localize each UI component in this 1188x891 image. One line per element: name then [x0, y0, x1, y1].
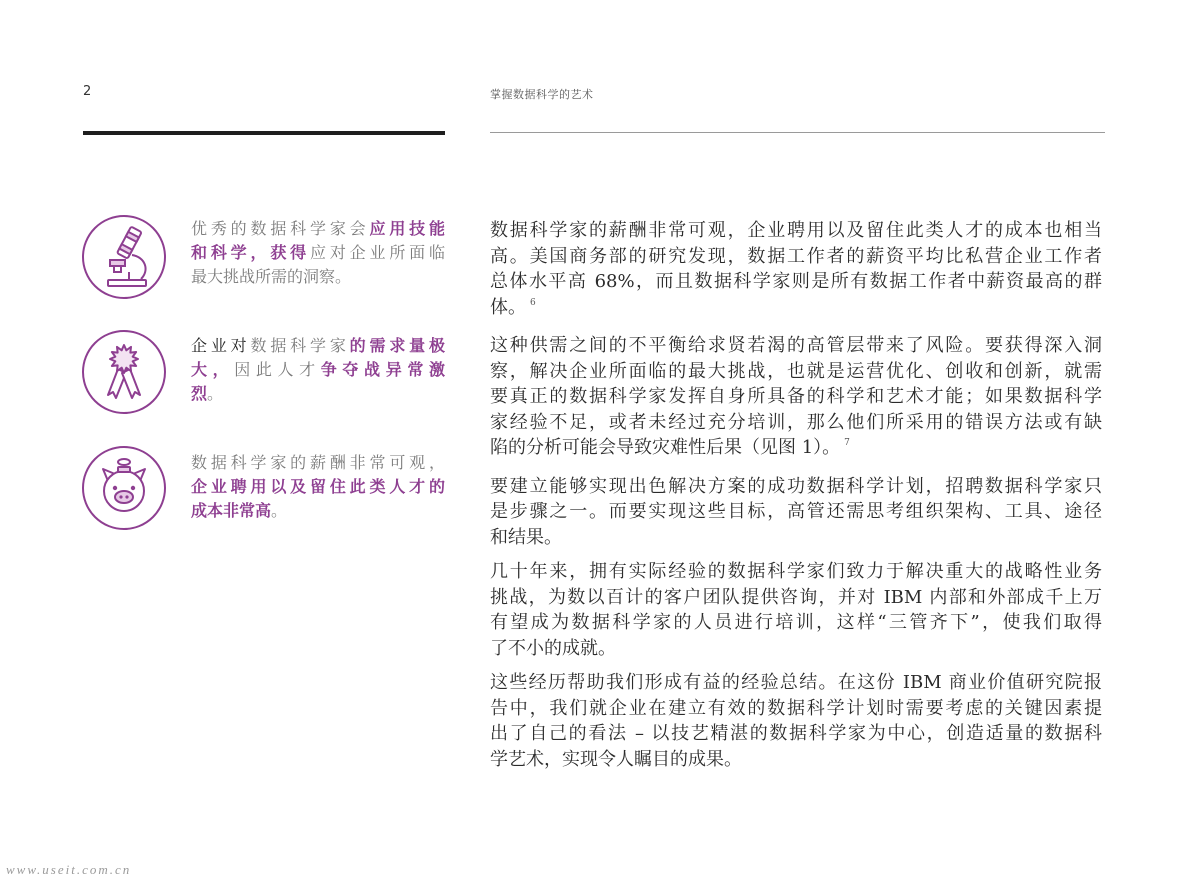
award-ribbon-icon	[81, 329, 167, 415]
left-column-rule	[83, 131, 445, 135]
callout-line	[191, 475, 445, 499]
body-line: 要建立能够实现出色解决方案的成功数据科学计划，招聘数据科学家只	[490, 475, 1102, 497]
callout-line	[191, 382, 445, 406]
callout-line	[191, 358, 445, 382]
callout-text-plain: 数据科学家	[250, 336, 350, 355]
callout-text-emphasis: 企业聘用以及留住此类人才的	[191, 477, 445, 496]
right-column-rule	[490, 132, 1105, 133]
callout-text-plain: 。	[207, 384, 224, 403]
callout-line	[191, 265, 445, 289]
callout-skills-text	[191, 217, 445, 289]
watermark: www.useit.com.cn	[6, 862, 132, 877]
body-line-text: 陷的分析可能会导致灾难性后果（见图 1）。	[490, 437, 841, 458]
body-line: 是步骤之一。而要实现这些目标，高管还需思考组织架构、工具、途径	[490, 501, 1102, 522]
callout-text-emphasis: 应用技能	[369, 219, 445, 238]
callout-demand-text	[191, 334, 445, 406]
microscope-icon	[81, 214, 167, 300]
body-text	[490, 218, 1102, 781]
body-line: 挑战，为数以百计的客户团队提供咨询，并对 IBM 内部和外部成千上万	[490, 586, 1102, 608]
callout-text-emphasis: 争夺战异常激	[320, 360, 445, 379]
callout-line	[191, 241, 445, 265]
callout-line	[191, 499, 445, 523]
page-number: 2	[83, 84, 92, 99]
callout-text-plain: 因此人才	[234, 360, 321, 379]
body-paragraph	[490, 474, 1102, 551]
body-line: 有望成为数据科学家的人员进行培训，这样“三管齐下”，使我们取得	[490, 612, 1102, 633]
callout-line	[191, 334, 445, 358]
body-line	[490, 435, 1102, 465]
body-line-text: 体。	[490, 296, 526, 318]
piggy-bank-icon	[81, 445, 167, 531]
callout-text-plain: 企业对	[191, 336, 251, 355]
body-paragraph	[490, 559, 1102, 661]
body-paragraph	[490, 218, 1102, 324]
callout-cost-text	[191, 451, 445, 523]
callout-text-emphasis: 大，	[191, 360, 235, 379]
body-line: 出了自己的看法 – 以技艺精湛的数据科学家为中心，创造适量的数据科	[490, 723, 1102, 744]
body-line: 数据科学家的薪酬非常可观，企业聘用以及留住此类人才的成本也相当	[490, 220, 1102, 241]
callout-line	[191, 217, 445, 241]
body-line: 要真正的数据科学家发挥自身所具备的科学和艺术才能；如果数据科学	[490, 386, 1102, 407]
callout-text-emphasis: 和科学，获得	[191, 243, 310, 262]
callout-text-emphasis: 成本非常高	[191, 501, 272, 520]
footnote-ref: 7	[844, 438, 850, 448]
body-line: 总体水平高 68%，而且数据科学家则是所有数据工作者中薪资最高的群	[490, 271, 1102, 292]
body-paragraph	[490, 670, 1102, 772]
body-line: 和结果。	[490, 526, 562, 548]
body-line: 察，解决企业所面临的最大挑战，也就是运营优化、创收和创新，就需	[490, 360, 1102, 382]
body-line: 这种供需之间的不平衡给求贤若渴的高管层带来了风险。要获得深入洞	[490, 335, 1102, 356]
body-line: 了不小的成就。	[490, 637, 616, 659]
body-line: 这些经历帮助我们形成有益的经验总结。在这份 IBM 商业价值研究院报	[490, 672, 1102, 693]
footnote-ref: 6	[530, 297, 536, 308]
callout-line	[191, 451, 445, 475]
callout-text-plain: 数据科学家的薪酬非常可观，	[191, 453, 445, 472]
body-line: 家经验不足，或者未经过充分培训，那么他们所采用的错误方法或有缺	[490, 411, 1102, 433]
running-title: 掌握数据科学的艺术	[490, 88, 594, 101]
callout-text-emphasis: 的需求量极	[349, 336, 445, 355]
body-line	[490, 295, 1102, 325]
body-line: 学艺术，实现令人瞩目的成果。	[490, 748, 742, 770]
body-line: 高。美国商务部的研究发现，数据工作者的薪资平均比私营企业工作者	[490, 245, 1102, 267]
callout-text-plain: 应对企业所面临	[310, 243, 445, 262]
body-paragraph	[490, 333, 1102, 465]
callout-text-plain: 。	[271, 501, 288, 520]
callout-text-plain: 优秀的数据科学家会	[191, 219, 370, 238]
body-line: 告中，我们就企业在建立有效的数据科学计划时需要考虑的关键因素提	[490, 697, 1102, 719]
callout-text-plain: 最大挑战所需的洞察。	[191, 267, 352, 286]
callout-text-emphasis: 烈	[191, 384, 208, 403]
body-line: 几十年来，拥有实际经验的数据科学家们致力于解决重大的战略性业务	[490, 561, 1102, 582]
